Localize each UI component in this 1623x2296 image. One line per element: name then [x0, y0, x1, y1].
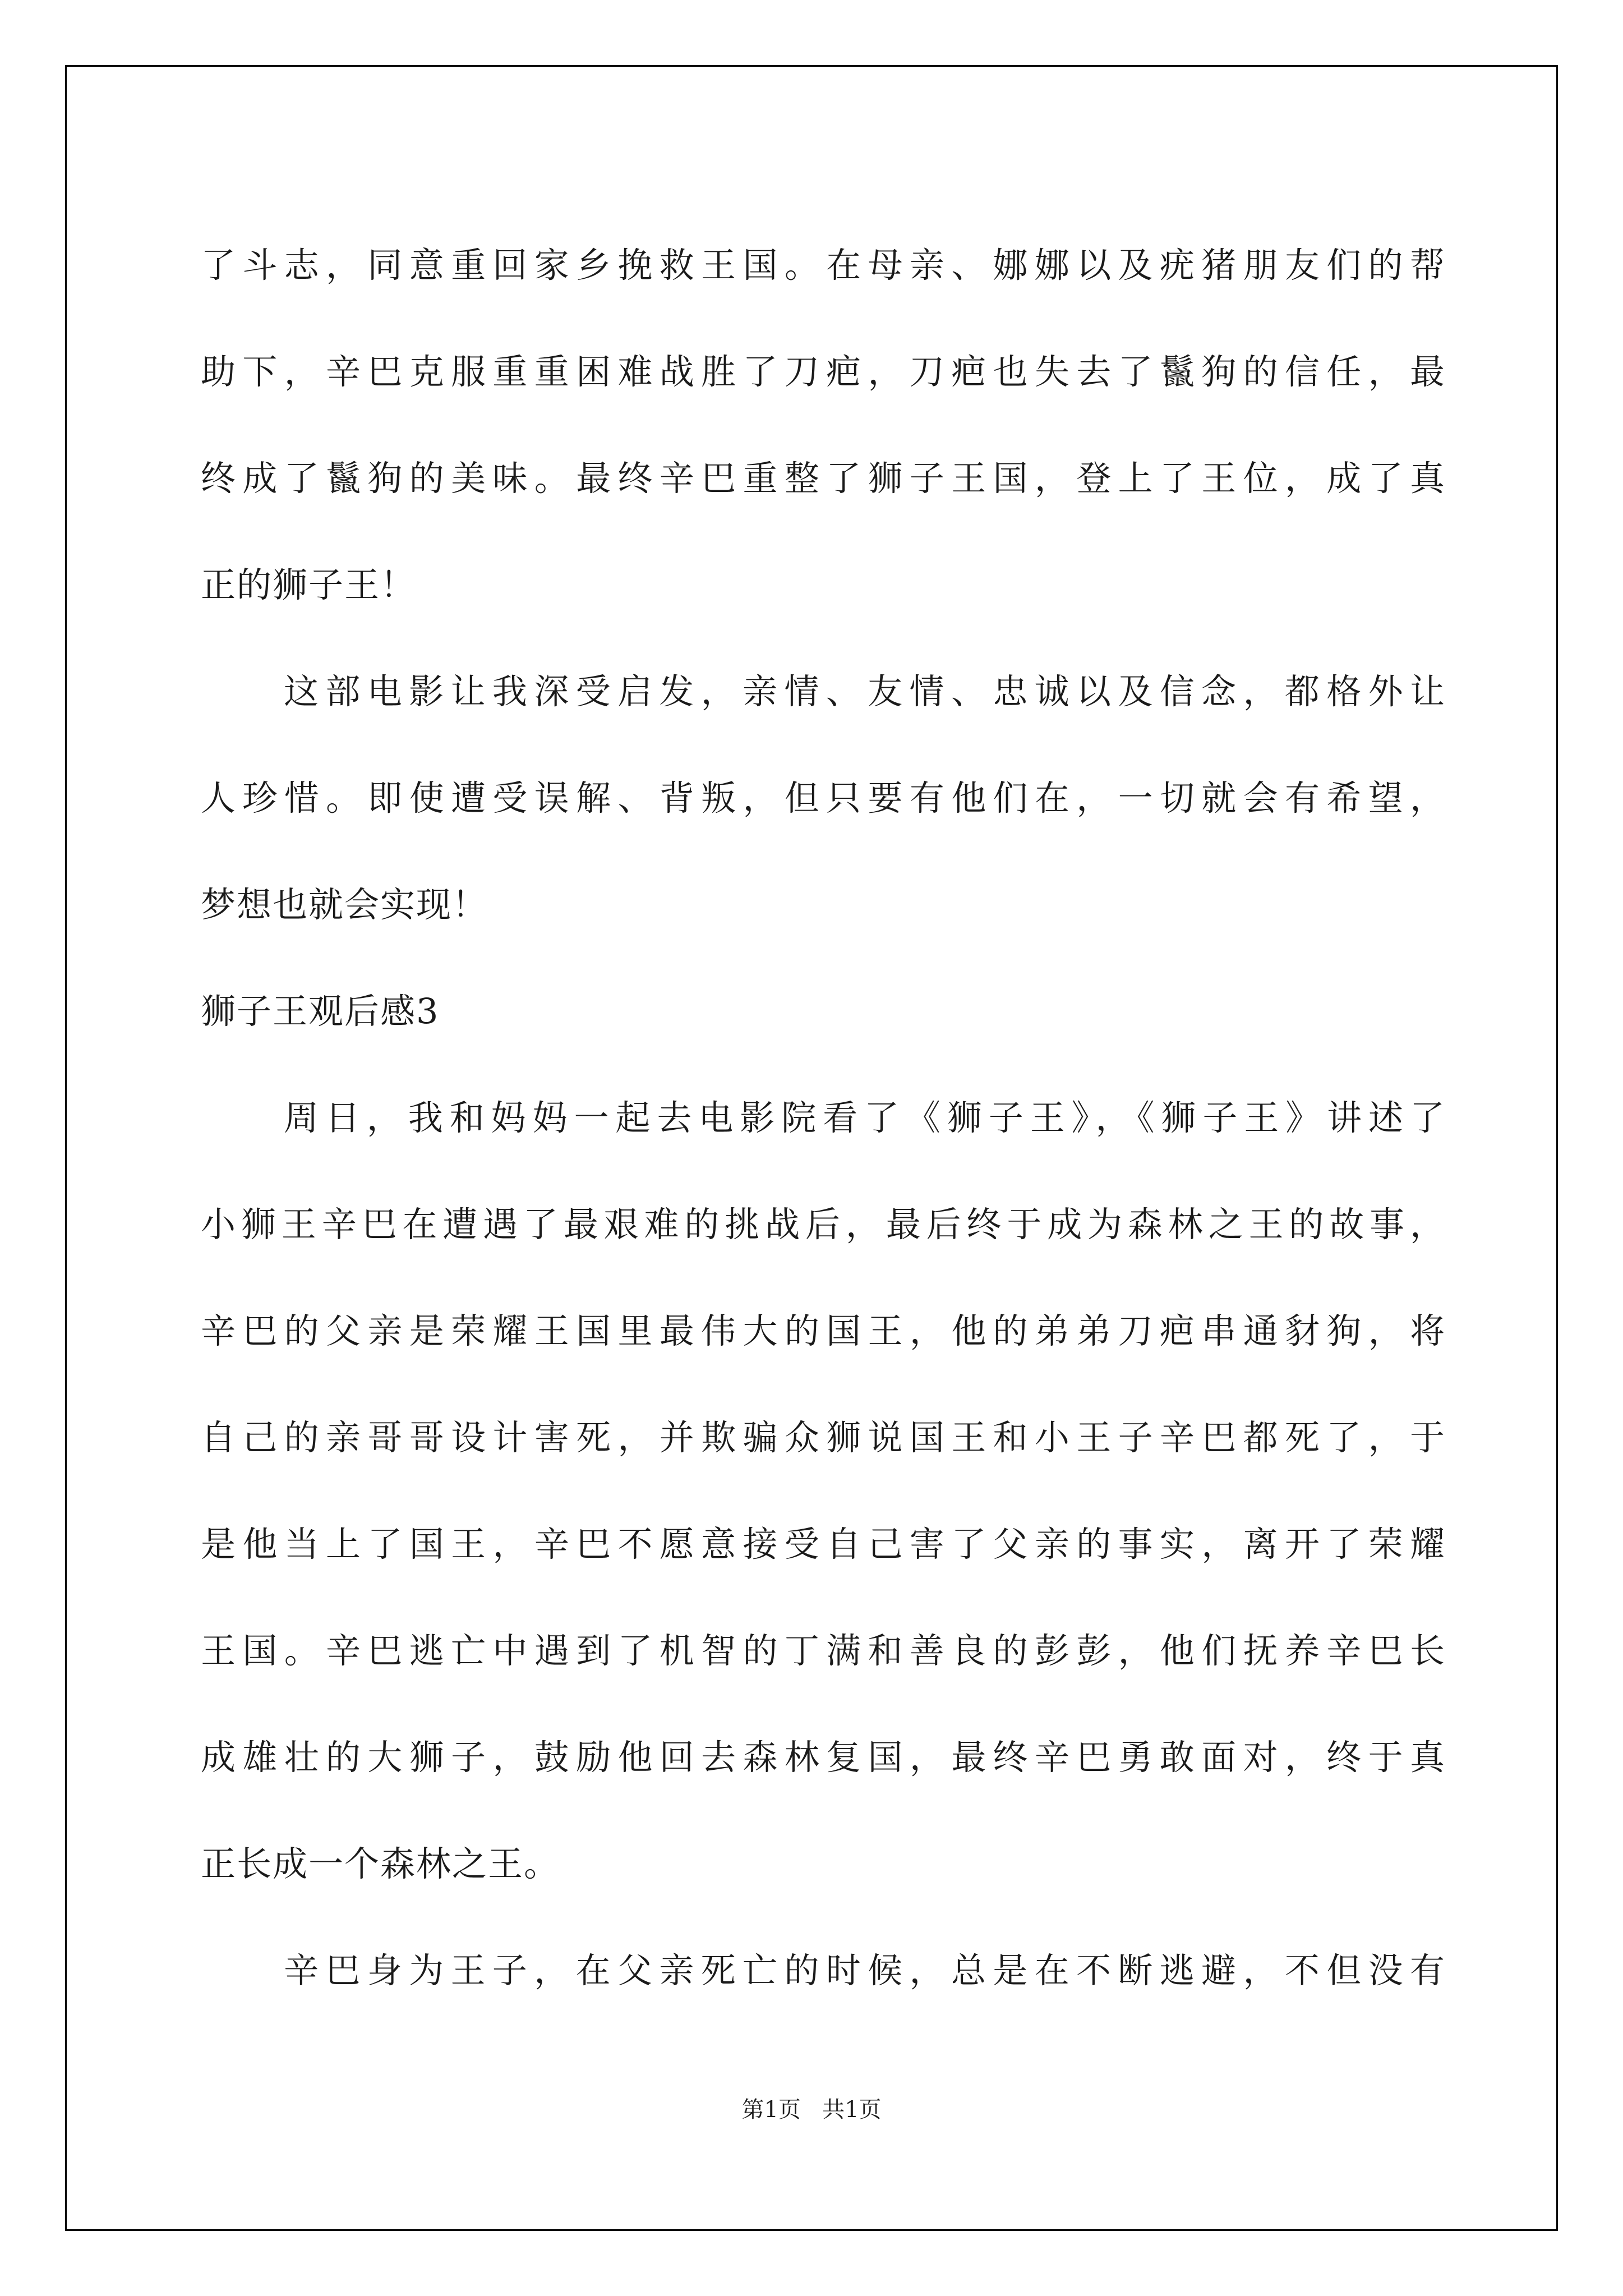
page-number: 第1页	[741, 2097, 801, 2123]
paragraph-line: 自己的亲哥哥设计害死，并欺骗众狮说国王和小王子辛巴都死了，于	[201, 1417, 1446, 1458]
paragraph-line: 正长成一个森林之王。	[201, 1843, 560, 1884]
paragraph-line: 梦想也就会实现！	[201, 884, 488, 925]
page-total: 共1页	[822, 2097, 882, 2123]
page-footer	[0, 2094, 1623, 2125]
paragraph-line: 周日，我和妈妈一起去电影院看了《狮子王》，《狮子王》讲述了	[284, 1097, 1446, 1138]
paragraph-line: 人珍惜。即使遭受误解、背叛，但只要有他们在，一切就会有希望，	[201, 777, 1446, 818]
paragraph-line: 成雄壮的大狮子，鼓励他回去森林复国，最终辛巴勇敢面对，终于真	[201, 1737, 1446, 1778]
document-body	[201, 212, 1446, 2024]
section-heading: 狮子王观后感3	[201, 991, 440, 1032]
paragraph-line: 终成了鬣狗的美味。最终辛巴重整了狮子王国，登上了王位，成了真	[201, 458, 1446, 499]
paragraph-line: 辛巴的父亲是荣耀王国里最伟大的国王，他的弟弟刀疤串通豺狗，将	[201, 1310, 1446, 1351]
paragraph-line: 这部电影让我深受启发，亲情、友情、忠诚以及信念，都格外让	[284, 671, 1446, 712]
paragraph-line: 辛巴身为王子，在父亲死亡的时候，总是在不断逃避，不但没有	[284, 1950, 1446, 1991]
paragraph-line: 正的狮子王！	[201, 564, 417, 605]
paragraph-line: 王国。辛巴逃亡中遇到了机智的丁满和善良的彭彭，他们抚养辛巴长	[201, 1630, 1446, 1671]
paragraph-line: 了斗志，同意重回家乡挽救王国。在母亲、娜娜以及疣猪朋友们的帮	[201, 245, 1446, 286]
paragraph-line: 助下，辛巴克服重重困难战胜了刀疤，刀疤也失去了鬣狗的信任，最	[201, 351, 1446, 392]
paragraph-line: 是他当上了国王，辛巴不愿意接受自己害了父亲的事实，离开了荣耀	[201, 1524, 1446, 1565]
paragraph-line: 小狮王辛巴在遭遇了最艰难的挑战后，最后终于成为森林之王的故事，	[201, 1204, 1446, 1245]
